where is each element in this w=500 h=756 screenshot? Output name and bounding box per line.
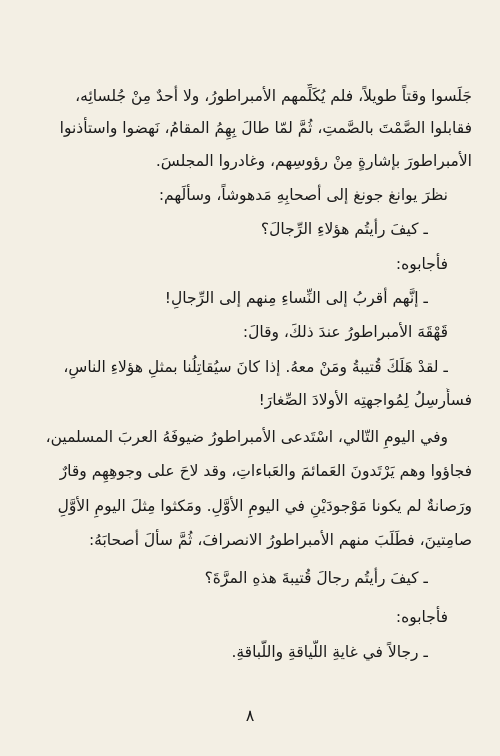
text-line: الأمبراطورَ بإشارةٍ مِنْ رؤوسِهم، وغادروا المجلسَ. xyxy=(155,152,472,170)
text-line: نظرَ يوانغ جونغ إلى أصحابِهِ مَدهوشاً، وسألَهم: xyxy=(158,186,448,204)
dialogue-line: ـ كيفَ رأيتُم رجالَ قُتيبةَ هذهِ المرَّةَ؟ xyxy=(204,569,428,587)
text-line: فأجابوه: xyxy=(395,255,448,273)
text-line: جَلَسوا وقتاً طويلاً، فلم يُكَلِّمهم الأمبراطورُ، ولا أحدٌ مِنْ جُلسائِه، xyxy=(75,87,472,105)
dialogue-line: ـ لقدْ هَلَكَ قُتيبةُ ومَنْ معهُ. إذا كانَ سيُقاتِلُنا بمثلِ هؤلاءِ الناسِ، xyxy=(63,358,448,376)
text-line: ورَصانةٌ لم يكونا مَوْجودَيْنِ في اليومِ الأوَّلِ. ومَكثوا مِثلَ اليومِ الأوَّلِ xyxy=(57,497,472,515)
text-line: قَهْقَهَ الأمبراطورُ عندَ ذلكَ، وقالَ: xyxy=(242,323,448,341)
text-line: فأجابوه: xyxy=(395,608,448,626)
page-number: ٨ xyxy=(245,706,255,725)
page-body-text xyxy=(36,0,472,756)
dialogue-line: ـ كيفَ رأيتُم هؤلاءِ الرِّجالَ؟ xyxy=(260,220,428,238)
dialogue-line: ـ رجالاً في غايةِ اللَّياقةِ واللَّباقةِ. xyxy=(231,643,428,661)
text-line: صامِتينَ، فطَلَبَ منهم الأمبراطورُ الانصرافَ، ثُمَّ سألَ أصحابَهُ: xyxy=(88,531,472,549)
text-line: وفي اليومِ التّالي، اسْتَدعى الأمبراطورُ ضيوفَهُ العربَ المسلمين، xyxy=(45,428,448,446)
text-line: فجاؤوا وهم يَرْتَدونَ العَمائمَ والعَباءاتِ، وقد لاحَ على وجوهِهِم وقارٌ xyxy=(59,462,472,480)
text-line: فسأُرسِلُ لِمُواجهتِه الأولادَ الصِّغارَ! xyxy=(258,391,472,409)
text-line: فقابلوا الصَّمْتَ بالصَّمتِ، ثُمَّ لمّا طالَ بِهِمُ المقامُ، نَهضوا واستأذنوا xyxy=(59,119,472,137)
dialogue-line: ـ إنَّهم أقربُ إلى النِّساءِ مِنهم إلى الرِّجالِ! xyxy=(164,289,428,307)
